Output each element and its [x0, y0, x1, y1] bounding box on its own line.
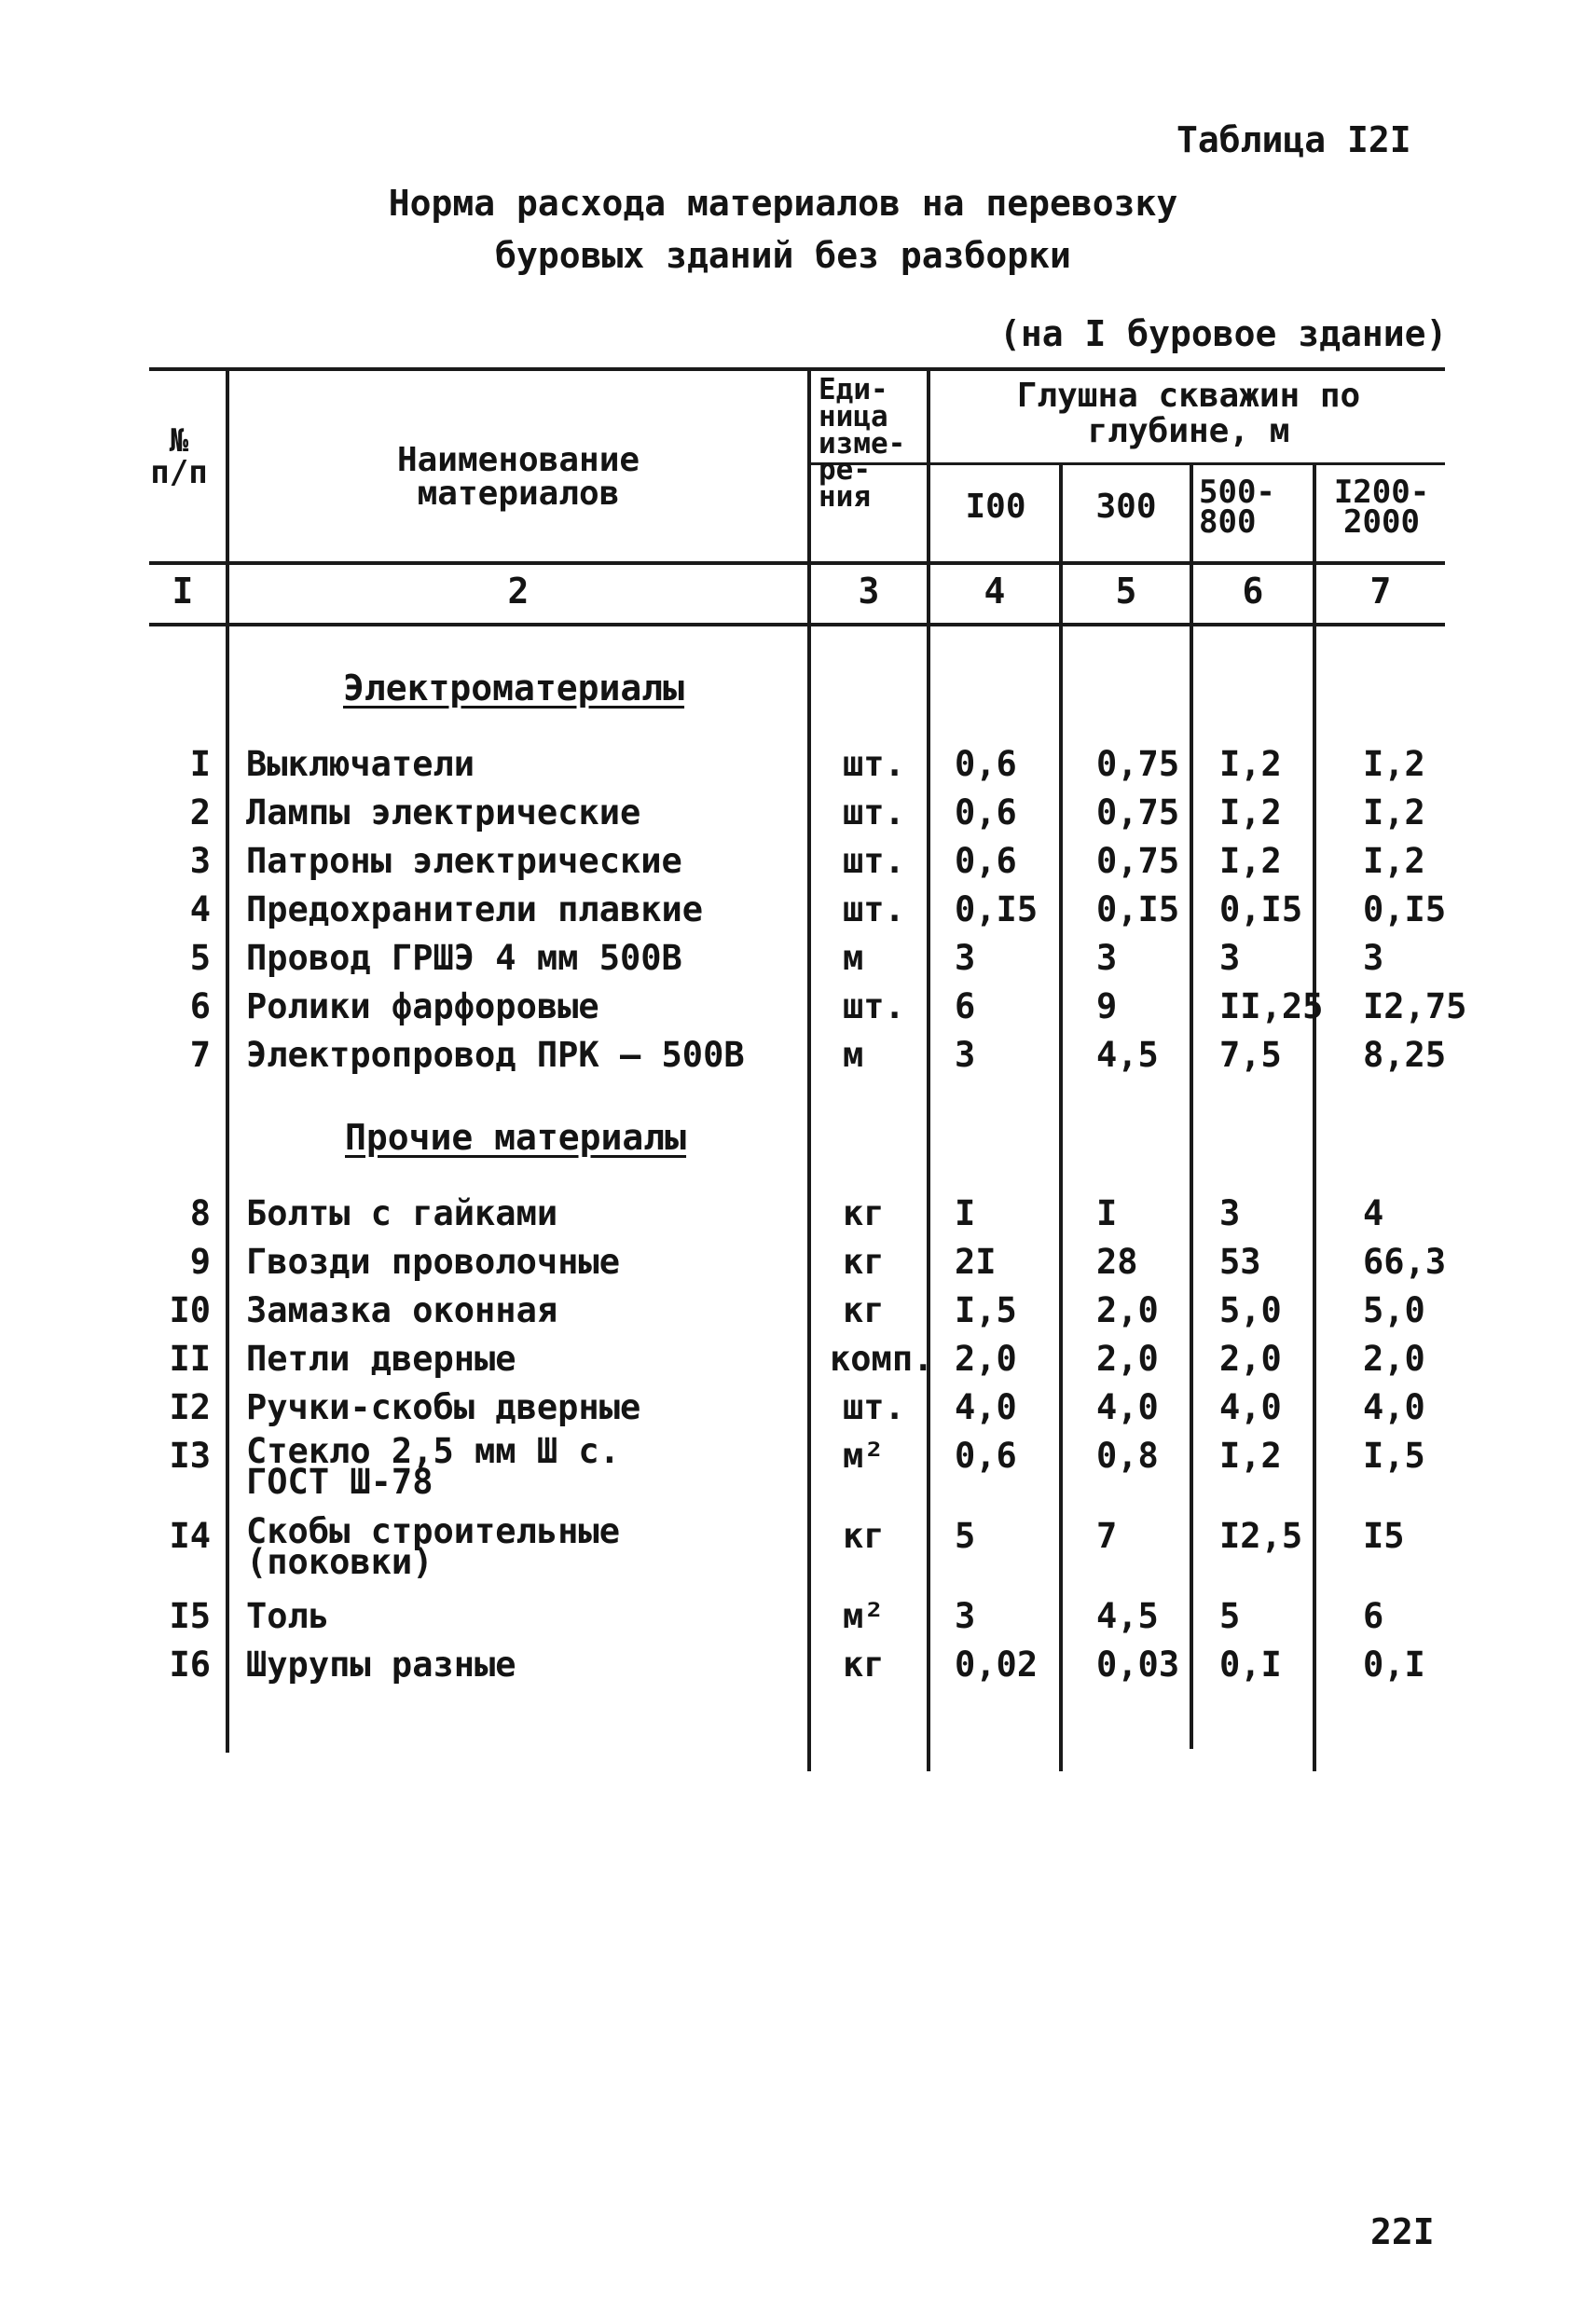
unit: кг: [843, 1516, 885, 1556]
table-title-line-2: буровых зданий без разборки: [495, 235, 1071, 276]
header-depth-300: 300: [1095, 488, 1157, 526]
colnum-7: 7: [1369, 571, 1392, 612]
row-number: 7: [189, 1035, 211, 1075]
header-depth-1200-2000: I200- 2000: [1333, 474, 1430, 542]
unit: м²: [843, 1436, 885, 1476]
material-name: Шурупы разные: [246, 1645, 516, 1685]
value-500-800: I,2: [1219, 744, 1282, 784]
colnum-bottom-rule: [149, 623, 1445, 626]
value-300: 4,0: [1096, 1387, 1159, 1427]
value-500-800: 3: [1219, 938, 1241, 978]
header-unit: Еди- ница изме- ре- ния: [819, 373, 906, 515]
table-row: [0, 889, 1596, 938]
value-300: 0,75: [1096, 792, 1180, 833]
value-1200-2000: 66,3: [1363, 1242, 1447, 1282]
section-title: Электроматериалы: [343, 667, 685, 709]
page-number: 22I: [1370, 2211, 1435, 2252]
value-500-800: I,2: [1219, 841, 1282, 881]
value-100: 0,6: [955, 792, 1017, 833]
value-500-800: 0,I: [1219, 1645, 1282, 1685]
value-1200-2000: 3: [1363, 938, 1384, 978]
value-300: I: [1096, 1193, 1118, 1233]
value-500-800: 7,5: [1219, 1035, 1282, 1075]
table-row: [0, 1387, 1596, 1436]
table-row: [0, 1339, 1596, 1387]
table-row: [0, 1596, 1596, 1645]
value-1200-2000: I,2: [1363, 744, 1425, 784]
value-1200-2000: 4: [1363, 1193, 1384, 1233]
value-1200-2000: 8,25: [1363, 1035, 1447, 1075]
table-title-line-1: Норма расхода материалов на перевозку: [388, 183, 1178, 224]
row-number: 5: [189, 938, 211, 978]
unit: шт.: [843, 792, 905, 833]
value-100: 0,6: [955, 1436, 1017, 1476]
colnum-3: 3: [858, 571, 880, 612]
colnum-6: 6: [1242, 571, 1264, 612]
row-number: 2: [189, 792, 211, 833]
value-500-800: 3: [1219, 1193, 1241, 1233]
colnum-2: 2: [507, 571, 530, 612]
section-title: Прочие материалы: [345, 1117, 687, 1158]
row-number: II: [169, 1339, 211, 1379]
value-500-800: 5,0: [1219, 1290, 1282, 1330]
value-1200-2000: 0,I: [1363, 1645, 1425, 1685]
row-number: 8: [189, 1193, 211, 1233]
row-number: I2: [169, 1387, 211, 1427]
header-no: № п/п: [150, 422, 208, 491]
value-500-800: 53: [1219, 1242, 1261, 1282]
colnum-1: I: [172, 571, 194, 612]
value-300: 0,75: [1096, 841, 1180, 881]
value-300: 7: [1096, 1516, 1118, 1556]
unit: кг: [843, 1193, 885, 1233]
value-1200-2000: 4,0: [1363, 1387, 1425, 1427]
value-100: I: [955, 1193, 976, 1233]
colnum-4: 4: [984, 571, 1006, 612]
row-number: I4: [169, 1516, 211, 1556]
unit: кг: [843, 1242, 885, 1282]
unit: шт.: [843, 744, 905, 784]
value-300: 2,0: [1096, 1290, 1159, 1330]
table-row: [0, 792, 1596, 841]
value-100: 6: [955, 986, 976, 1026]
header-name: Наименование материалов: [396, 441, 640, 513]
table-row: [0, 1431, 1596, 1516]
table-row: [0, 1290, 1596, 1339]
table-label: Таблица I2I: [1176, 119, 1411, 160]
value-1200-2000: 2,0: [1363, 1339, 1425, 1379]
unit: шт.: [843, 1387, 905, 1427]
row-number: I5: [169, 1596, 211, 1636]
unit: кг: [843, 1290, 885, 1330]
material-name: Гвозди проволочные: [246, 1242, 620, 1282]
table-row: [0, 1242, 1596, 1290]
value-1200-2000: I,2: [1363, 792, 1425, 833]
value-1200-2000: I,2: [1363, 841, 1425, 881]
unit: м: [843, 938, 864, 978]
row-number: 3: [189, 841, 211, 881]
value-100: 0,I5: [955, 889, 1039, 929]
value-1200-2000: 6: [1363, 1596, 1384, 1636]
header-bottom-rule: [149, 561, 1445, 565]
value-500-800: I,2: [1219, 1436, 1282, 1476]
row-number: I: [189, 744, 211, 784]
material-name: Скобы строительные (поковки): [246, 1511, 620, 1583]
value-100: 0,6: [955, 841, 1017, 881]
value-100: 0,6: [955, 744, 1017, 784]
table-row: [0, 938, 1596, 986]
value-300: 9: [1096, 986, 1118, 1026]
table-row: [0, 1035, 1596, 1083]
row-number: 4: [189, 889, 211, 929]
header-depth-500-800: 500- 800: [1199, 474, 1275, 542]
value-500-800: 5: [1219, 1596, 1241, 1636]
material-name: Провод ГРШЭ 4 мм 500В: [246, 938, 682, 978]
table-subtitle: (на I буровое здание): [999, 313, 1448, 354]
value-100: 0,02: [955, 1645, 1039, 1685]
value-1200-2000: 0,I5: [1363, 889, 1447, 929]
value-300: 0,I5: [1096, 889, 1180, 929]
value-300: 0,75: [1096, 744, 1180, 784]
value-1200-2000: I,5: [1363, 1436, 1425, 1476]
material-name: Ручки-скобы дверные: [246, 1387, 641, 1427]
material-name: Ролики фарфоровые: [246, 986, 599, 1026]
table-row: [0, 1511, 1596, 1596]
value-100: 3: [955, 1035, 976, 1075]
value-1200-2000: 5,0: [1363, 1290, 1425, 1330]
table-top-rule: [149, 367, 1445, 371]
value-300: 28: [1096, 1242, 1138, 1282]
value-500-800: 4,0: [1219, 1387, 1282, 1427]
material-name: Электропровод ПРК – 500В: [246, 1035, 745, 1075]
unit: м: [843, 1035, 864, 1075]
row-number: 9: [189, 1242, 211, 1282]
value-300: 4,5: [1096, 1596, 1159, 1636]
material-name: Выключатели: [246, 744, 475, 784]
table-row: [0, 841, 1596, 889]
value-1200-2000: I2,75: [1363, 986, 1467, 1026]
unit: кг: [843, 1645, 885, 1685]
value-500-800: I,2: [1219, 792, 1282, 833]
value-100: 3: [955, 1596, 976, 1636]
value-100: I,5: [955, 1290, 1017, 1330]
material-name: Петли дверные: [246, 1339, 516, 1379]
value-300: 3: [1096, 938, 1118, 978]
unit: комп.: [830, 1339, 934, 1379]
row-number: I6: [169, 1645, 211, 1685]
row-number: I3: [169, 1436, 211, 1476]
material-name: Замазка оконная: [246, 1290, 558, 1330]
colnum-5: 5: [1115, 571, 1137, 612]
value-1200-2000: I5: [1363, 1516, 1405, 1556]
value-100: 5: [955, 1516, 976, 1556]
value-300: 4,5: [1096, 1035, 1159, 1075]
value-100: 3: [955, 938, 976, 978]
unit: шт.: [843, 889, 905, 929]
material-name: Предохранители плавкие: [246, 889, 704, 929]
value-500-800: 2,0: [1219, 1339, 1282, 1379]
value-300: 0,03: [1096, 1645, 1180, 1685]
unit: шт.: [843, 986, 905, 1026]
table-row: [0, 1645, 1596, 1693]
value-500-800: I2,5: [1219, 1516, 1303, 1556]
material-name: Болты с гайками: [246, 1193, 558, 1233]
value-500-800: 0,I5: [1219, 889, 1303, 929]
material-name: Толь: [246, 1596, 330, 1636]
header-depth-group: Глушна скважин по глубине, м: [1016, 377, 1361, 450]
table-row: [0, 986, 1596, 1035]
value-300: 0,8: [1096, 1436, 1159, 1476]
unit: м²: [843, 1596, 885, 1636]
material-name: Лампы электрические: [246, 792, 641, 833]
value-500-800: II,25: [1219, 986, 1324, 1026]
material-name: Патроны электрические: [246, 841, 682, 881]
value-100: 2,0: [955, 1339, 1017, 1379]
value-100: 4,0: [955, 1387, 1017, 1427]
value-300: 2,0: [1096, 1339, 1159, 1379]
table-row: [0, 1193, 1596, 1242]
row-number: 6: [189, 986, 211, 1026]
row-number: I0: [169, 1290, 211, 1330]
material-name: Стекло 2,5 мм Ш с. ГОСТ Ш-78: [246, 1431, 620, 1503]
table-row: [0, 744, 1596, 792]
unit: шт.: [843, 841, 905, 881]
value-100: 2I: [955, 1242, 997, 1282]
header-depth-100: I00: [965, 488, 1026, 526]
